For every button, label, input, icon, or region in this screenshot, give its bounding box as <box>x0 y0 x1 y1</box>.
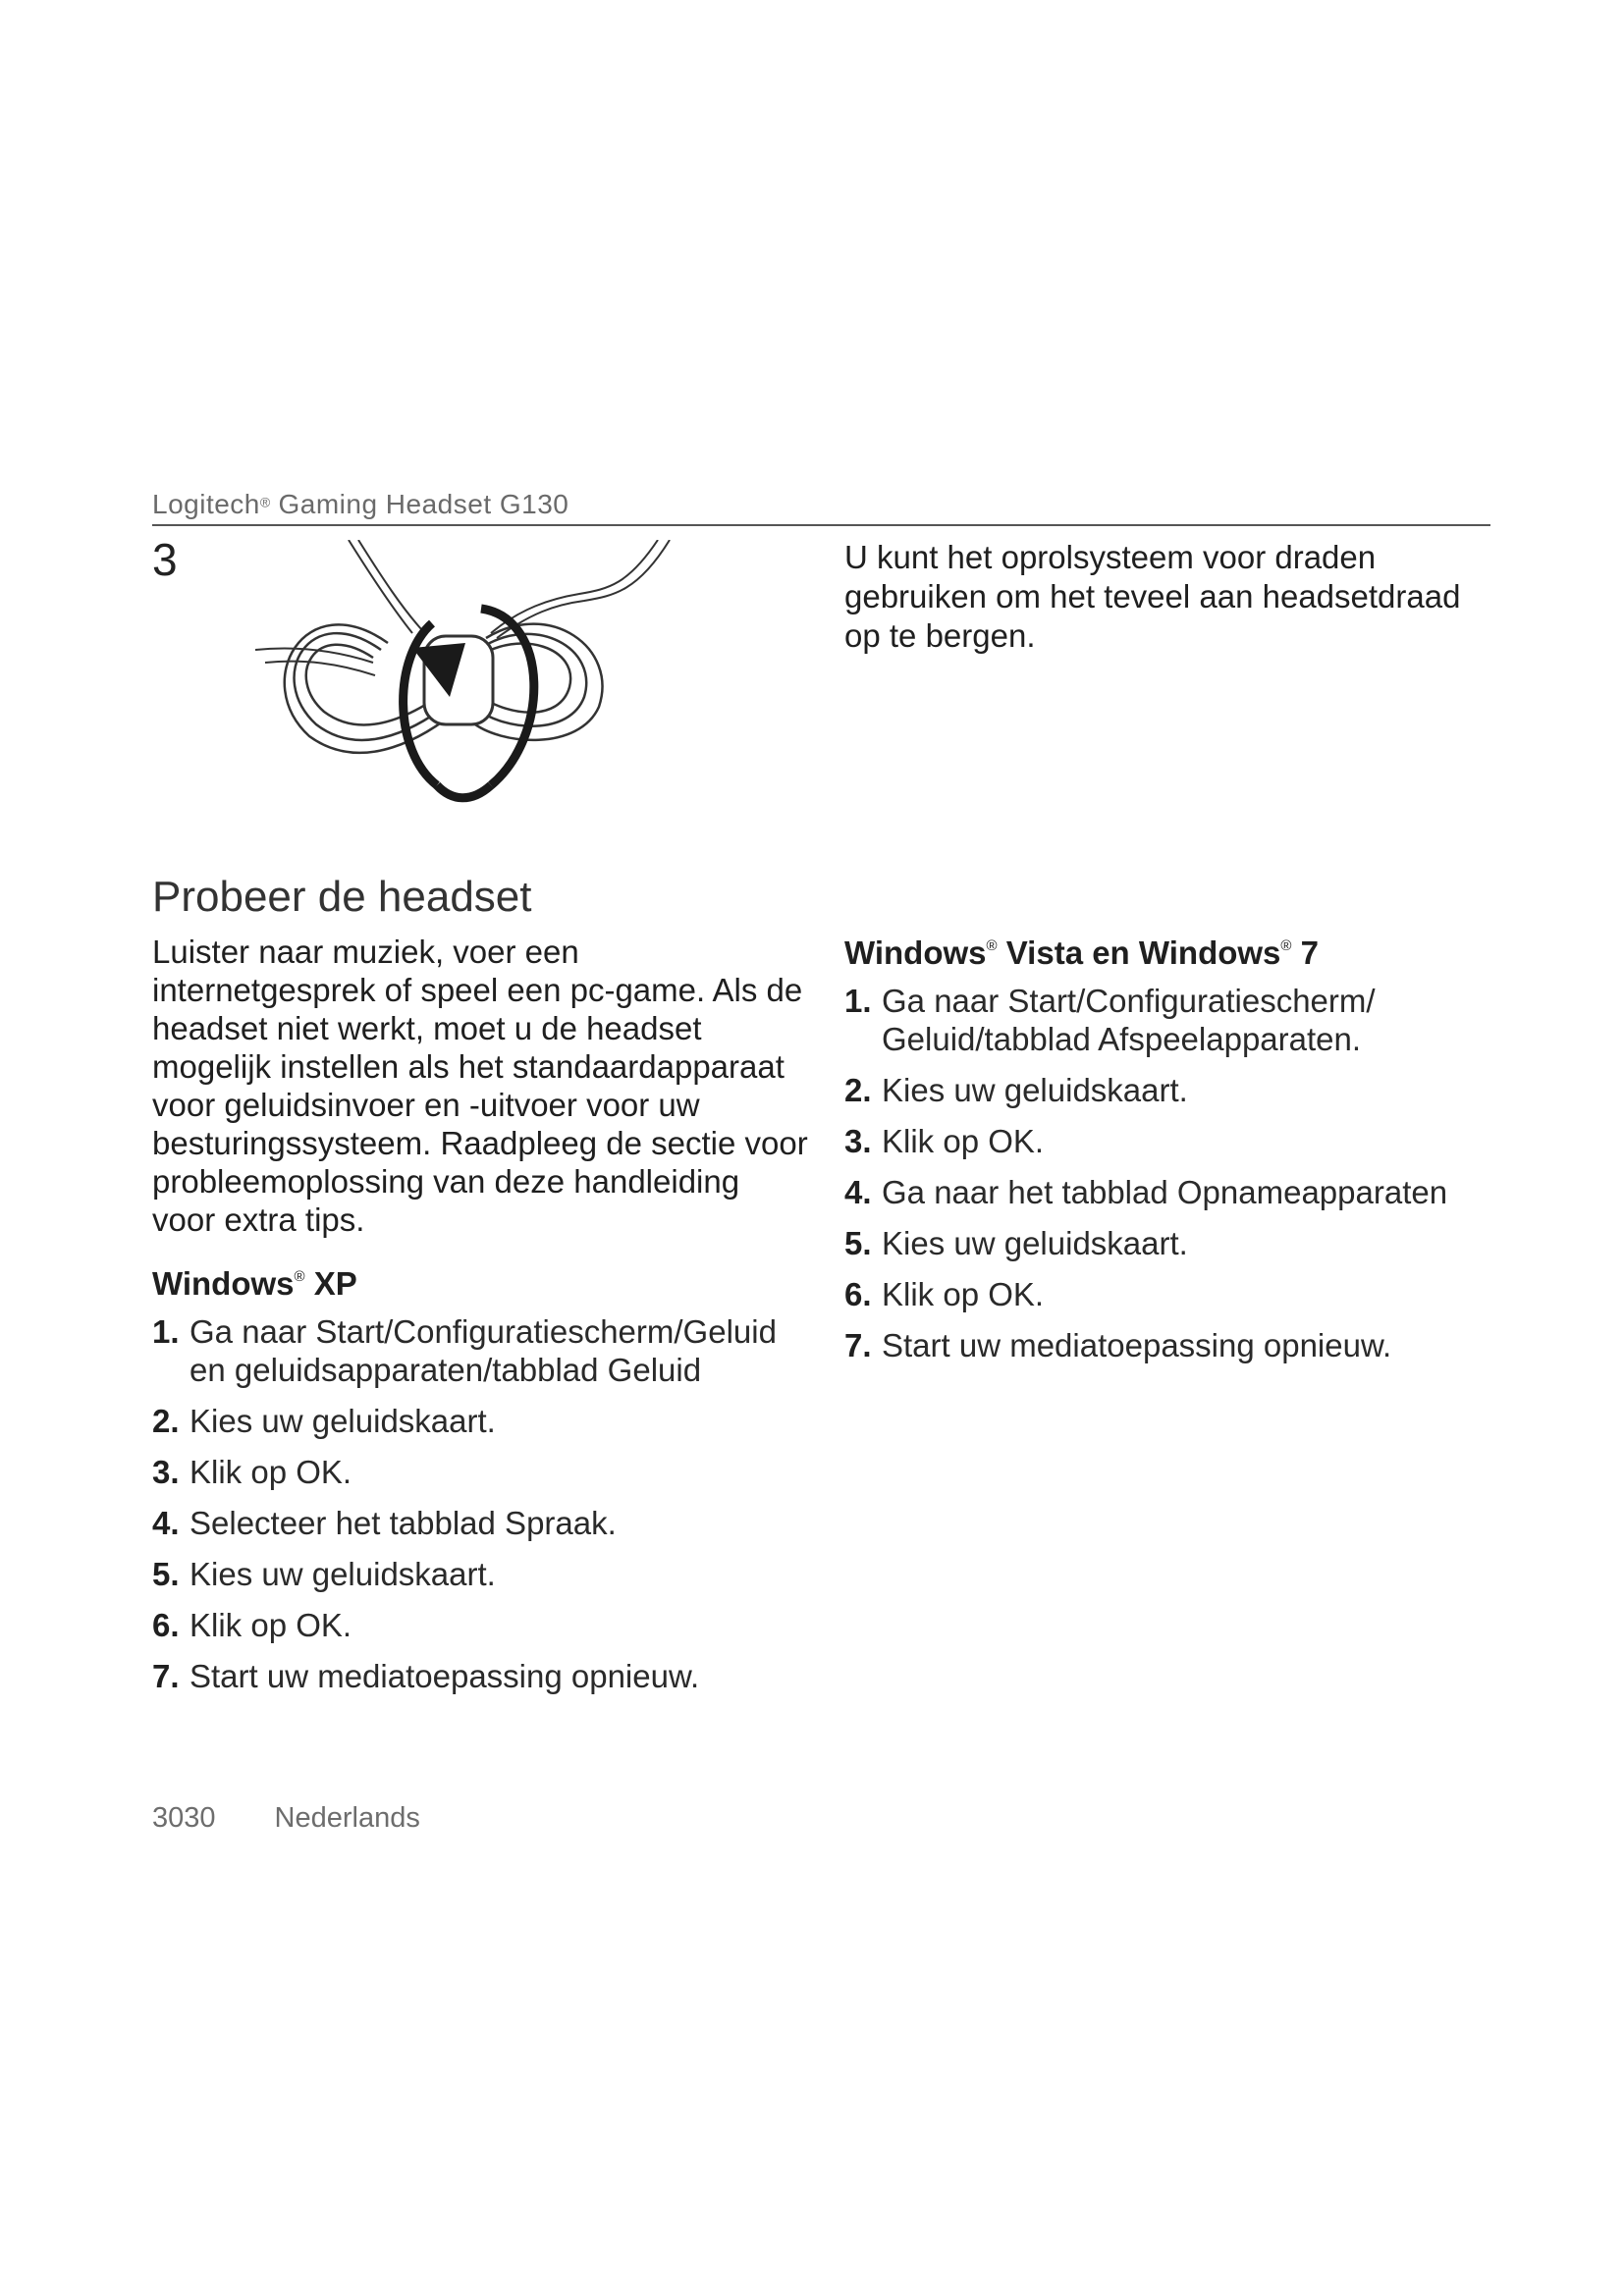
header-reg-mark: ® <box>259 494 271 510</box>
header-product: Gaming Headset G130 <box>270 489 569 519</box>
header-brand: Logitech <box>152 489 260 519</box>
page-footer <box>152 1802 420 1835</box>
list-item: 2. Kies uw geluidskaart. <box>152 1403 496 1439</box>
step-number: 3 <box>152 534 178 585</box>
list-item: 3. Klik op OK. <box>844 1123 1045 1159</box>
windows-vista7-steps <box>844 982 1502 1364</box>
page-number: 3030 <box>152 1802 216 1834</box>
list-item: 6. Klik op OK. <box>152 1607 352 1643</box>
cable-wrap-illustration-icon <box>255 540 687 820</box>
intro-paragraph: Luister naar muziek, voer een internetgesprek of speel een pc-game. Als de headset niet werkt, moet u de headset mogelijk instellen als het standaardapparaat voor geluidsinvoer en -uitvoer voor uw besturingssysteem. Raadpleeg de sectie voor probleemoplossing van deze handleiding voor extra tips. <box>152 934 808 1238</box>
windows-xp-steps <box>152 1312 810 1695</box>
list-item: 2. Kies uw geluidskaart. <box>844 1072 1188 1108</box>
step-description: U kunt het oprolsysteem voor draden gebruiken om het teveel aan headsetdraad op te bergen. <box>844 539 1461 654</box>
left-column <box>152 872 810 1708</box>
section-title: Probeer de headset <box>152 873 532 921</box>
list-item: 4. Selecteer het tabblad Spraak. <box>152 1505 617 1541</box>
list-item: 1. Ga naar Start/Configuratiescherm/Geluid en geluidsapparaten/tabblad Geluid <box>152 1313 777 1388</box>
list-item: 5. Kies uw geluidskaart. <box>844 1225 1188 1261</box>
list-item: 6. Klik op OK. <box>844 1276 1045 1312</box>
list-item: 1. Ga naar Start/Configuratiescherm/ Geluid/tabblad Afspeelapparaten. <box>844 983 1376 1057</box>
list-item: 7. Start uw mediatoepassing opnieuw. <box>152 1658 700 1694</box>
list-item: 3. Klik op OK. <box>152 1454 352 1490</box>
running-header <box>152 489 1490 526</box>
list-item: 7. Start uw mediatoepassing opnieuw. <box>844 1327 1392 1363</box>
footer-language: Nederlands <box>274 1802 420 1834</box>
windows-xp-heading: Windows® XP <box>152 1265 357 1302</box>
list-item: 4. Ga naar het tabblad Opnameapparaten <box>844 1174 1448 1210</box>
right-column <box>844 926 1502 1377</box>
list-item: 5. Kies uw geluidskaart. <box>152 1556 496 1592</box>
windows-vista7-heading: Windows® Vista en Windows® 7 <box>844 934 1320 971</box>
